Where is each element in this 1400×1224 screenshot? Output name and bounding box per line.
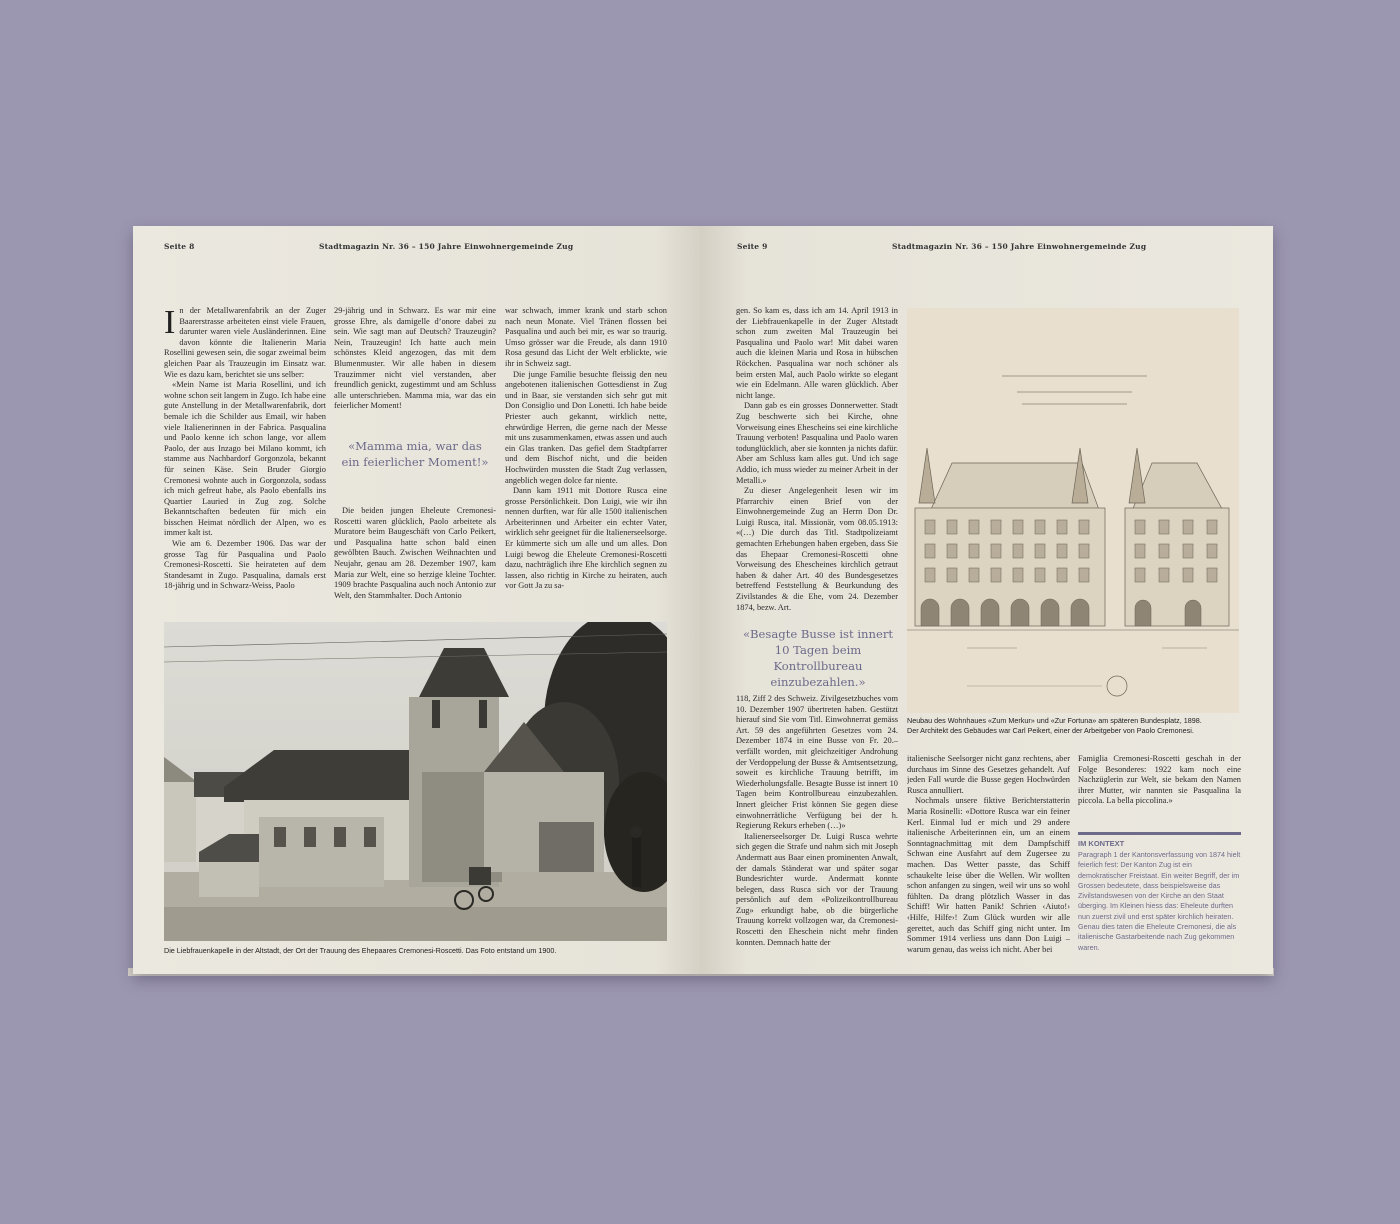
text-column-2 [907,754,1070,956]
paragraph: «Mein Name ist Maria Rosellini, und ich wohne schon seit langem in Zugo. Ich habe eine gute Anstellung in der Metallwarenfabrik, dort bemale ich die Schilder aus Email, wir haben viele Italienerinnen in der Fabrica. Pasqualina und Paolo kenne ich schon lange, vor allem Paolo, der aus Inzago bei Milano kommt, ich stamme aus Nachbardorf Gorgonzola, bekannt für seinen Käse. Sein Bruder Giorgio Cremonesi wohnte auch in Gorgonzola, sodass ich mich gefreut habe, als Paolo ebenfalls ins Quartier Lauried in Zug zog. Solche Bekanntschaften bedeuten für mich ein bisschen Heimat nördlich der Alpen, wo es immer kalt ist. [164,380,326,538]
paragraph: Italienerseelsorger Dr. Luigi Rusca wehrte sich gegen die Strafe und nahm sich mit Joseph Andermatt aus Baar einen prominenten Anwalt, der damals Ständerat war und später sogar Bundesrichter wurde. Andermatt konnte belegen, dass Rusca sich vor der Trauung persönlich auf dem «Polizeikontrollbureau Zug» erkundigt habe, ob die bürgerliche Trauung korrekt vollzogen war, da Cremonesi-Roscetti den Eheschein nicht mehr finden konnten. Demnach hatte der [736,831,898,947]
pull-quote: «Mamma mia, war das ein feierlicher Moment!» [341,439,489,469]
magazine-spread [133,226,1273,974]
paragraph: Wie am 6. Dezember 1906. Das war der grosse Tag für Pasqualina und Paolo Cremonesi-Roscetti. Sie heirateten auf dem Standesamt in Zugo. Pasqualina, damals erst 18-jährig und in Schwarz-Weiss, Paolo [164,539,326,591]
plan-caption-2: Der Architekt des Gebäudes war Carl Peikert, einer der Arbeitgeber von Paolo Cremonesi. [907,726,1194,735]
paragraph: war schwach, immer krank und starb schon nach neun Monate. Viel Tränen flossen bei Pasqualina und auch bei mir, es war so traurig. Umso grösser war die Freude, als dann 1910 Rosa gesund das Licht der Welt erblickte, wie ihr in Schweiz sagt. [505,306,667,368]
drop-cap: I [164,306,176,341]
paragraph: Famiglia Cremonesi-Roscetti geschah in der Folge Besonderes: 1922 kam noch eine Nachzüglerin zur Welt, sie bekam den Namen ihrer Mutter, wir nannten sie Pasqualina la piccola. La bella piccolina.» [1078,754,1241,806]
paragraph: Die junge Familie besuchte fleissig den neu angebotenen italienischen Gottesdienst in Zug und in Baar, sie verstanden sich sehr gut mit Don Consiglio und Don Lonetti. Ich habe beide Priester auch gekannt, wirklich nette, ehrwürdige Herren, die gerne nach der Messe mit uns zusammenkamen, etwas assen und auch ein Glas tranken. Das gefiel dem Stadtpfarrer und dem Bischof nicht, und die beiden Hochwürden mussten die Stadt Zug verlassen, angeblich wegen dolce far niente. [505,369,667,485]
text-column-2 [334,306,496,418]
church-photo-illustration [164,622,667,941]
paragraph: n der Metallwarenfabrik an der Zuger Baarerstrasse arbeiteten einst viele Frauen, darunter waren viele Ausländerinnen. Eine davon könnte die Italienerin Maria Rosellini gewesen sein, die sogar zweimal beim gleichen Paar als Trauzeugin im Einsatz war. Wie es dazu kam, berichtet sie uns selber: [164,306,326,379]
running-head: Stadtmagazin Nr. 36 – 150 Jahre Einwohnergemeinde Zug [319,242,574,251]
page-number: Seite 8 [164,242,195,251]
page-number: Seite 9 [737,242,768,251]
paragraph: 118, Ziff 2 des Schweiz. Zivilgesetzbuches vom 10. Dezember 1907 übertreten haben. Gestützt hierauf sind Sie vom Titl. Einwohnerrat gemäss Art. 59 des angeführten Gesetzes vom 24. Dezember 1874 in eine Busse von Fr. 20.– verfällt worden, mit gleichzeitiger Androhung der Verdoppelung der Busse & Amtsentsetzung, soweit es kirchliche Trauung betrifft, im Wiederholungsfalle. Besagte Busse ist innert 10 Tagen beim Kontrollbureau einzubezahlen. Innert gleicher Frist können Sie gegen diese einwohnerrätliche Verfügung bei der h. Regierung Rekurs erheben (…)» [736,694,898,831]
historic-photo-liebfrauenkapelle [164,622,667,941]
text-column-2b [334,506,496,622]
left-page [133,226,702,974]
paragraph: 29-jährig und in Schwarz. Es war mir eine grosse Ehre, als damigelle d’onore dabei zu sein. Wie sagt man auf Deutsch? Trauzeugin? Nein, Trauzeugin! Ich hatte auch mein schönstes Kleid angezogen, das mit dem Blumenmuster. Wir alle haben in diesem Trauzimmer nicht viel verstanden, aber freundlich genickt, zugestimmt und am Schluss alle unterschrieben. Mamma mia, war das ein feierlicher Moment! [334,306,496,411]
kontext-divider [1078,832,1241,835]
paragraph: Dann gab es ein grosses Donnerwetter. Stadt Zug beschwerte sich bei Kirche, ohne Vorweisung eines Ehescheins sei eine kirchliche Trauung verboten! Pasqualina und Paolo waren todunglücklich, aber sie konnten ja nichts dafür. Aber am Schluss kam alles gut. Und ich sage Addio, ich muss wieder zu meiner Arbeit in der Metalli.» [736,401,898,485]
text-column-3 [505,306,667,622]
text-column-1b [736,694,898,956]
paragraph: italienische Seelsorger nicht ganz rechtens, aber durchaus im Sinne des Gesetzes gehandelt. Auf jeden Fall wurde die Busse gegen Hochwürden Rusca annulliert. [907,754,1070,795]
paragraph: Dann kam 1911 mit Dottore Rusca eine grosse Persönlichkeit. Don Luigi, wie wir ihn nennen durften, war für alle 1500 italienischen Arbeiterinnen und Arbeiter ein echter Vater, wirklich sehr geeignet für die Italienerseelsorge. Er kümmerte sich um alle und um alles. Don Luigi bewog die Eheleute Cremonesi-Roscetti dazu, nachträglich ihre Ehe kirchlich segnen zu lassen, also richtig in Kirche zu heiraten, auch vor Gott Ja zu sa- [505,486,667,591]
text-column-3 [1078,754,1241,814]
paragraph: Zu dieser Angelegenheit lesen wir im Pfarrarchiv einen Brief von der Einwohnergemeinde Zug an Herrn Don Dr. Luigi Rusca, ital. Missionär, vom 08.05.1913: «(…) Die durch das Titl. Stadtpolizeiamt gemachten Erhebungen haben ergeben, dass Sie das Ehepaar Cremonesi-Roscetti ohne Vorweisung des Ehescheines kirchlich getraut haben & daher Art. 40 des Bundesgesetzes betreffend Feststellung & Beurkundung des Zivilstandes & die Ehe, vom 24. Dezember 1874, bezw. Art. [736,486,898,612]
building-elevation-illustration [907,308,1239,713]
paragraph: gen. So kam es, dass ich am 14. April 1913 in der Liebfrauenkapelle in der Zuger Altstadt schon zum zweiten Mal Trauzeugin bei Pasqualina und Paolo war! Mit dabei waren auch die kleinen Maria und Rosa in hübschen Röckchen. Pasqualina war noch schöner als beim ersten Mal, auch Paolo wirkte so elegant wie ein Edelmann. Alle waren glücklich. Aber nicht lange. [736,306,898,400]
text-column-1 [164,306,326,622]
kontext-title: IM KONTEXT [1078,839,1125,848]
text-column-1 [736,306,898,622]
paragraph: Nochmals unsere fiktive Berichterstatterin Maria Rosinelli: «Dottore Rusca war ein feiner Kerl. Einmal lud er mich und 29 andere italienische Arbeiterinnen ein, um an einem Sonntagnachmittag mit dem Dampfschiff Schwan eine Ausfahrt auf dem Zugersee zu machen. Das Wetter passte, das Schiff schaukelte leise über die Wellen. Wir wollten schon anfangen zu singen, weil wir uns so wohl fühlten. Da drang plötzlich Wasser in das Schiff! Wir hatten Panik! Schrien ‹Aiuto!› ‹Hilfe, Hilfe›! Zum Glück wurden wir alle gerettet, auch das Schiff ging nicht unter. Im Sommer 1914 verliess uns dann Don Luigi – warum genau, das weiss ich nicht. Aber bei [907,796,1070,954]
pull-quote: «Besagte Busse ist innert 10 Tagen beim Kontrollbureau einzubezahlen.» [742,627,894,689]
running-head: Stadtmagazin Nr. 36 – 150 Jahre Einwohnergemeinde Zug [892,242,1147,251]
architectural-plan-drawing [907,308,1239,713]
plan-caption-1: Neubau des Wohnhaues «Zum Merkur» und «Zur Fortuna» am späteren Bundesplatz, 1898. [907,716,1202,725]
right-page [702,226,1273,974]
paragraph: Die beiden jungen Eheleute Cremonesi-Roscetti waren glücklich, Paolo arbeitete als Muratore beim Baugeschäft von Carlo Peikert, und Pasqualina hatte schon bald einen gewölbten Bauch. Zwischen Weihnachten und Neujahr, genau am 28. Dezember 1907, kam Maria zur Welt, eine so herzige kleine Tochter. 1909 brachte Pasqualina auch noch Antonio zur Welt, den Stammhalter. Doch Antonio [334,506,496,600]
photo-caption: Die Liebfrauenkapelle in der Altstadt, der Ort der Trauung des Ehepaares Cremonesi-Roscetti. Das Foto entstand um 1900. [164,946,557,955]
kontext-text: Paragraph 1 der Kantonsverfassung von 1874 hielt feierlich fest: Der Kanton Zug ist ein demokratischer Freistaat. Ein weiter Begriff, der im Grossen bedeutete, dass beispielsweise das Zivilstandswesen von der Kirche an den Staat überging. Im Kleinen hiess das: Eheleute durften nun zuerst zivil und erst später kirchlich heiraten. Genau dies taten die Eheleute Cremonesi, die als italienische Gastarbeitende nach Zug gekommen waren. [1078,850,1241,952]
